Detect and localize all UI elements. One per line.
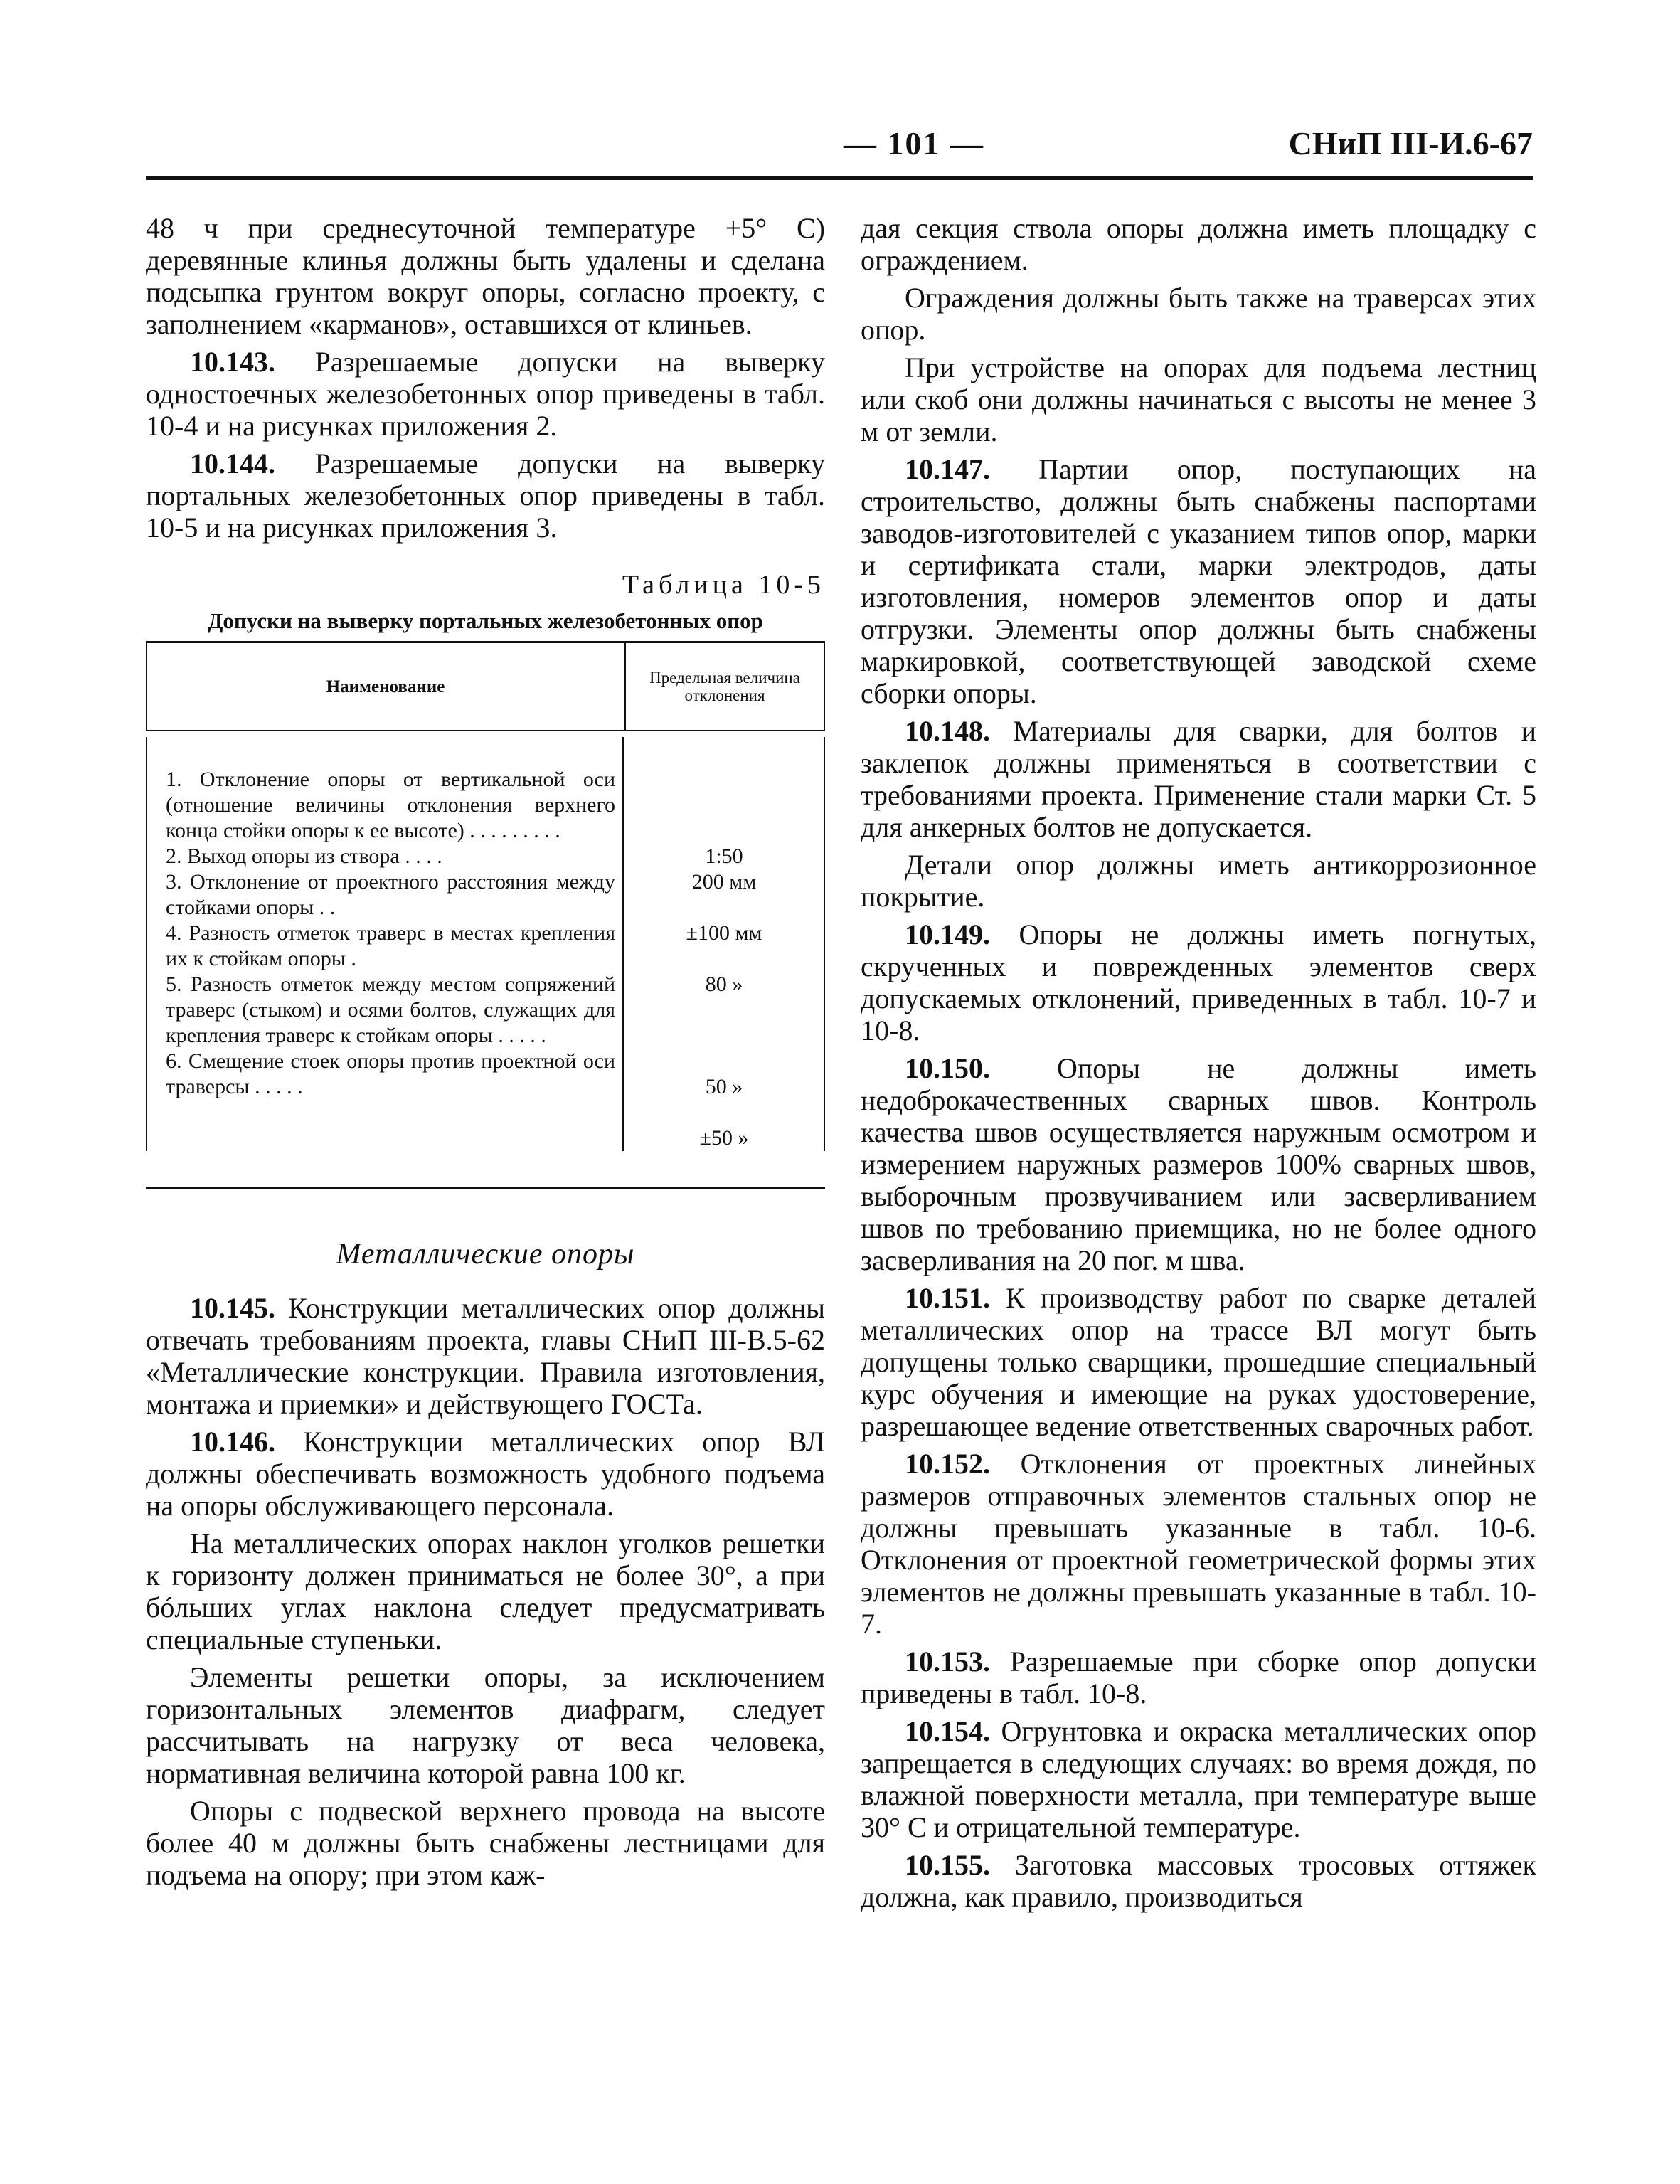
- clause-text: Разрешаемые при сборке опор допуски приведены в табл. 10-8.: [861, 1645, 1536, 1709]
- table-row-value: 80 »: [705, 972, 743, 996]
- clause-text: Разрешаемые допуски на выверку одностоечных железобетонных опор приведены в табл. 10-4 и на рисунках приложения 2.: [146, 346, 826, 442]
- clause-10-153: [861, 1645, 1536, 1709]
- table-row-value: 50 »: [705, 1075, 743, 1098]
- clause-text: Опоры не должны иметь погнутых, скрученных и поврежденных элементов сверх допускаемых отклонений, приведенных в табл. 10-7 и 10-8.: [861, 918, 1536, 1046]
- left-column: [146, 212, 825, 1897]
- clause-number: 10.153.: [905, 1645, 990, 1677]
- paragraph: Элементы решетки опоры, за исключением горизонтальных элементов диафрагм, следует рассчитывать на нагрузку от веса человека, нормативная величина которой равна 100 кг.: [146, 1661, 825, 1789]
- paragraph: На металлических опорах наклон уголков решетки к горизонту должен приниматься не более 30°, а при бóльших углах наклона следует предусматривать специальные ступеньки.: [146, 1527, 825, 1655]
- paragraph: При устройстве на опорах для подъема лестниц или скоб они должны начинаться с высоты не менее 3 м от земли.: [861, 351, 1536, 447]
- table-row-value: 200 мм: [691, 870, 757, 894]
- clause-number: 10.144.: [190, 447, 275, 479]
- clause-10-147: [861, 453, 1536, 709]
- clause-number: 10.143.: [190, 346, 275, 378]
- table-header-name: Наименование: [146, 643, 624, 730]
- clause-10-154: [861, 1715, 1536, 1843]
- table-names-column: [146, 737, 622, 1151]
- clause-10-152: [861, 1448, 1536, 1640]
- clause-text: Конструкции металлических опор ВЛ должны обеспечивать возможность удобного подъема на опоры обслуживающего персонала.: [146, 1426, 825, 1522]
- table-row-name: 1. Отклонение опоры от вертикальной оси (отношение величины отклонения верхнего конца стойки опоры к ее высоте) . . . . . . . . .: [166, 768, 615, 842]
- section-title: Металлические опоры: [336, 1238, 635, 1271]
- page-header: [146, 124, 1533, 174]
- clause-10-150: [861, 1052, 1536, 1276]
- paragraph: Детали опор должны иметь антикоррозионное покрытие.: [861, 849, 1536, 913]
- table-row-name: 4. Разность отметок траверс в местах крепления их к стойкам опоры .: [166, 921, 615, 970]
- clause-text: Партии опор, поступающих на строительство, должны быть снабжены паспортами заводов-изготовителей с указанием типов опор, марки и сертификата стали, марки электродов, даты изготовления, номеров элементов опор и даты отгрузки. Элементы опор должны быть снабжены маркировкой, соответствующей заводской схеме сборки опоры.: [861, 453, 1536, 709]
- clause-number: 10.148.: [905, 715, 990, 747]
- clause-number: 10.151.: [905, 1282, 990, 1314]
- table-row-name: 2. Выход опоры из створа . . . .: [166, 844, 442, 868]
- clause-10-144: [146, 447, 825, 544]
- tolerance-table: [146, 641, 825, 1189]
- table-row-name: 6. Смещение стоек опоры против проектной оси траверсы . . . . .: [166, 1049, 615, 1098]
- clause-text: Конструкции металлических опор должны отвечать требованиям проекта, главы СНиП III-В.5-62 «Металлические конструкции. Правила изготовления, монтажа и приемки» и действующего ГОСТа.: [146, 1292, 826, 1420]
- paragraph-continuation: дая секция ствола опоры должна иметь площадку с ограждением.: [861, 212, 1536, 276]
- table-row-name: 3. Отклонение от проектного расстояния между стойками опоры . .: [166, 870, 615, 919]
- clause-text: Отклонения от проектных линейных размеров отправочных элементов стальных опор не должны превышать указанные в табл. 10-6. Отклонения от проектной геометрической формы этих элементов не должны превышать указанные в табл. 10-7.: [861, 1448, 1536, 1640]
- paragraph: Опоры с подвеской верхнего провода на высоте более 40 м должны быть снабжены лестницами для подъема на опору; при этом каж-: [146, 1795, 825, 1891]
- table-header-deviation: Предельная величина отклонения: [624, 643, 825, 730]
- table-header-row: [146, 643, 825, 731]
- table-row-name: 5. Разность отметок между местом сопряжений траверс (стыком) и осями болтов, служащих для крепления траверс к стойкам опоры . . . . .: [166, 972, 615, 1047]
- clause-10-149: [861, 918, 1536, 1046]
- table-row-value: ±100 мм: [686, 921, 762, 945]
- clause-number: 10.154.: [905, 1715, 990, 1747]
- clause-10-151: [861, 1282, 1536, 1442]
- paragraph-continuation: 48 ч при среднесуточной температуре +5° С) деревянные клинья должны быть удалены и сделана подсыпка грунтом вокруг опоры, согласно проекту, с заполнением «карманов», оставшихся от клиньев.: [146, 212, 825, 340]
- clause-number: 10.150.: [905, 1052, 990, 1084]
- clause-text: К производству работ по сварке деталей металлических опор на трассе ВЛ могут быть допущены только сварщики, прошедшие специальный курс обучения и имеющие на руках удостоверение, разрешающее ведение ответственных сварочных работ.: [861, 1282, 1537, 1442]
- table-values-column: [622, 737, 825, 1151]
- clause-10-145: [146, 1292, 825, 1420]
- table-body: [146, 731, 825, 1187]
- header-rule: [146, 176, 1533, 180]
- clause-number: 10.155.: [905, 1849, 990, 1881]
- clause-10-148: [861, 715, 1536, 843]
- clause-text: Разрешаемые допуски на выверку портальных железобетонных опор приведены в табл. 10-5 и на рисунках приложения 3.: [146, 447, 826, 544]
- clause-text: Опоры не должны иметь недоброкачественных сварных швов. Контроль качества швов осуществляется наружным осмотром и измерением наружных размеров 100% сварных швов, выборочным прозвучиванием или засверливанием швов по требованию приемщика, но не более одного засверливания на 20 пог. м шва.: [861, 1052, 1537, 1276]
- table-row-value: ±50 »: [699, 1126, 749, 1150]
- clause-10-155: [861, 1849, 1536, 1913]
- page-number: — 101 —: [844, 125, 984, 161]
- table-label: Таблица 10-5: [622, 570, 825, 600]
- table-row-value: 1:50: [705, 844, 743, 868]
- clause-10-143: [146, 346, 825, 442]
- clause-number: 10.145.: [190, 1292, 275, 1324]
- clause-text: Материалы для сварки, для болтов и заклепок должны применяться в соответствии с требованиями проекта. Применение стали марки Ст. 5 для анкерных болтов не допускается.: [861, 715, 1537, 843]
- paragraph: Ограждения должны быть также на траверсах этих опор.: [861, 282, 1536, 346]
- clause-10-146: [146, 1426, 825, 1522]
- clause-number: 10.146.: [190, 1426, 275, 1458]
- clause-number: 10.147.: [905, 453, 990, 485]
- clause-text: Заготовка массовых тросовых оттяжек должна, как правило, производиться: [861, 1849, 1536, 1913]
- right-column: [861, 212, 1536, 1919]
- clause-text: Огрунтовка и окраска металлических опор запрещается в следующих случаях: во время дождя, по влажной поверхности металла, при температуре выше 30° С и отрицательной температуре.: [861, 1715, 1537, 1843]
- table-title: Допуски на выверку портальных железобетонных опор: [208, 608, 763, 633]
- document-code: СНиП III-И.6-67: [1288, 125, 1533, 161]
- clause-number: 10.152.: [905, 1448, 990, 1480]
- clause-number: 10.149.: [905, 918, 990, 950]
